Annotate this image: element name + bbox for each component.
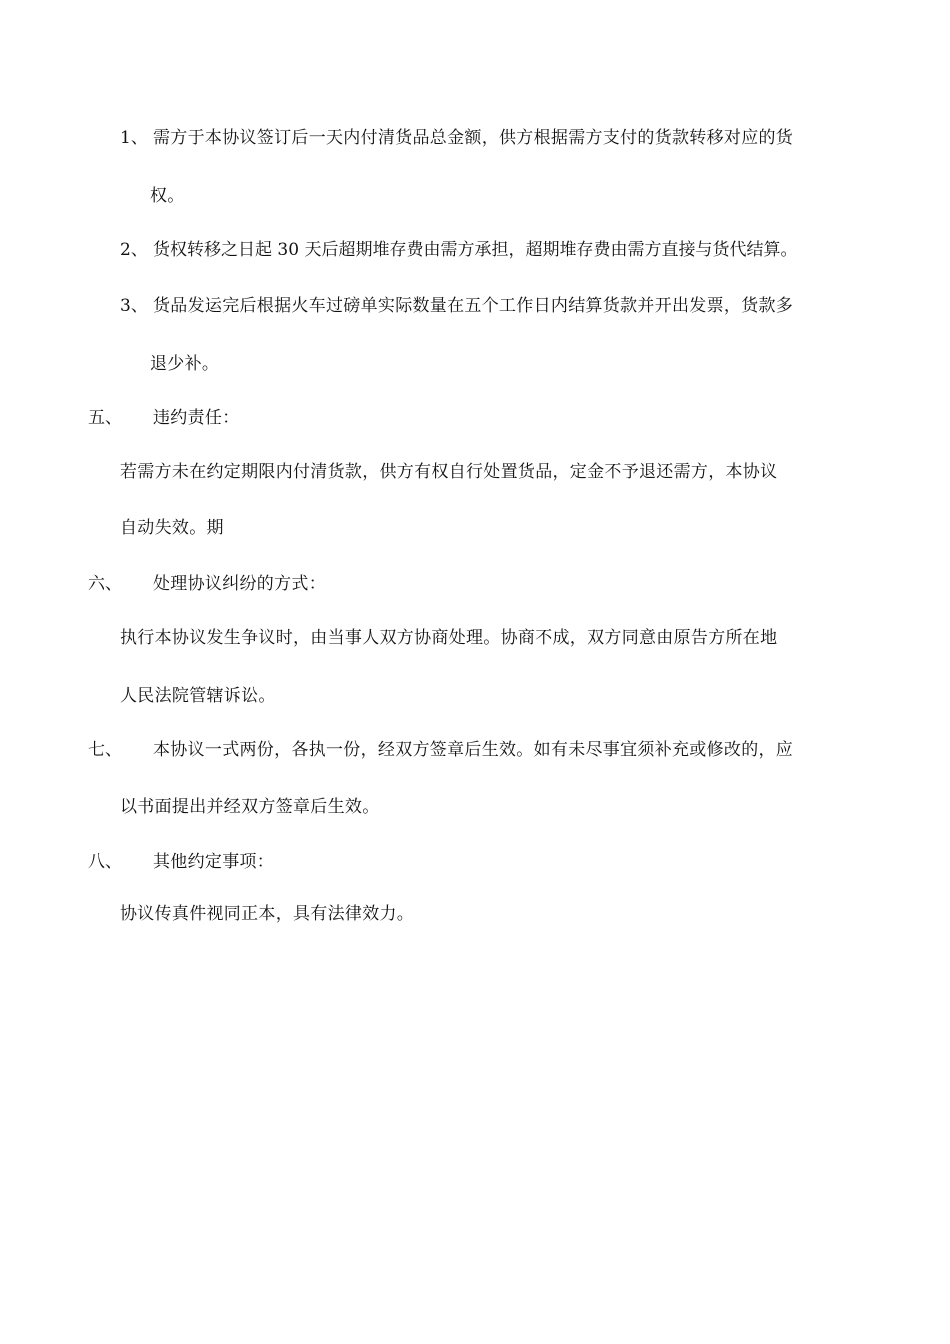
- section-number: 七、: [88, 740, 122, 760]
- item-text-continued: 退少补。: [150, 354, 220, 374]
- item-text-continued: 权。: [150, 186, 185, 206]
- item-number: 2、: [120, 240, 148, 260]
- section-number: 八、: [88, 852, 122, 872]
- section-body: 执行本协议发生争议时，由当事人双方协商处理。协商不成，双方同意由原告方所在地: [120, 628, 778, 648]
- section-body-continued: 自动失效。期: [120, 518, 224, 538]
- section-number: 五、: [88, 408, 122, 428]
- section-heading: 处理协议纠纷的方式：: [153, 574, 326, 594]
- section-body: 以书面提出并经双方签章后生效。: [120, 797, 380, 817]
- item-number: 1、: [120, 128, 148, 148]
- item-number: 3、: [120, 296, 148, 316]
- section-heading: 本协议一式两份，各执一份，经双方签章后生效。如有未尽事宜须补充或修改的，应: [153, 740, 794, 760]
- item-text: 货品发运完后根据火车过磅单实际数量在五个工作日内结算货款并开出发票，货款多: [153, 296, 794, 316]
- item-text: 货权转移之日起 30 天后超期堆存费由需方承担，超期堆存费由需方直接与货代结算。: [153, 240, 798, 260]
- section-body: 协议传真件视同正本，具有法律效力。: [120, 904, 415, 924]
- section-number: 六、: [88, 574, 122, 594]
- section-heading: 其他约定事项：: [153, 852, 275, 872]
- section-body: 若需方未在约定期限内付清货款，供方有权自行处置货品，定金不予退还需方，本协议: [120, 462, 778, 482]
- item-text: 需方于本协议签订后一天内付清货品总金额，供方根据需方支付的货款转移对应的货: [153, 128, 794, 148]
- section-heading: 违约责任：: [153, 408, 240, 428]
- section-body-continued: 人民法院管辖诉讼。: [120, 686, 276, 706]
